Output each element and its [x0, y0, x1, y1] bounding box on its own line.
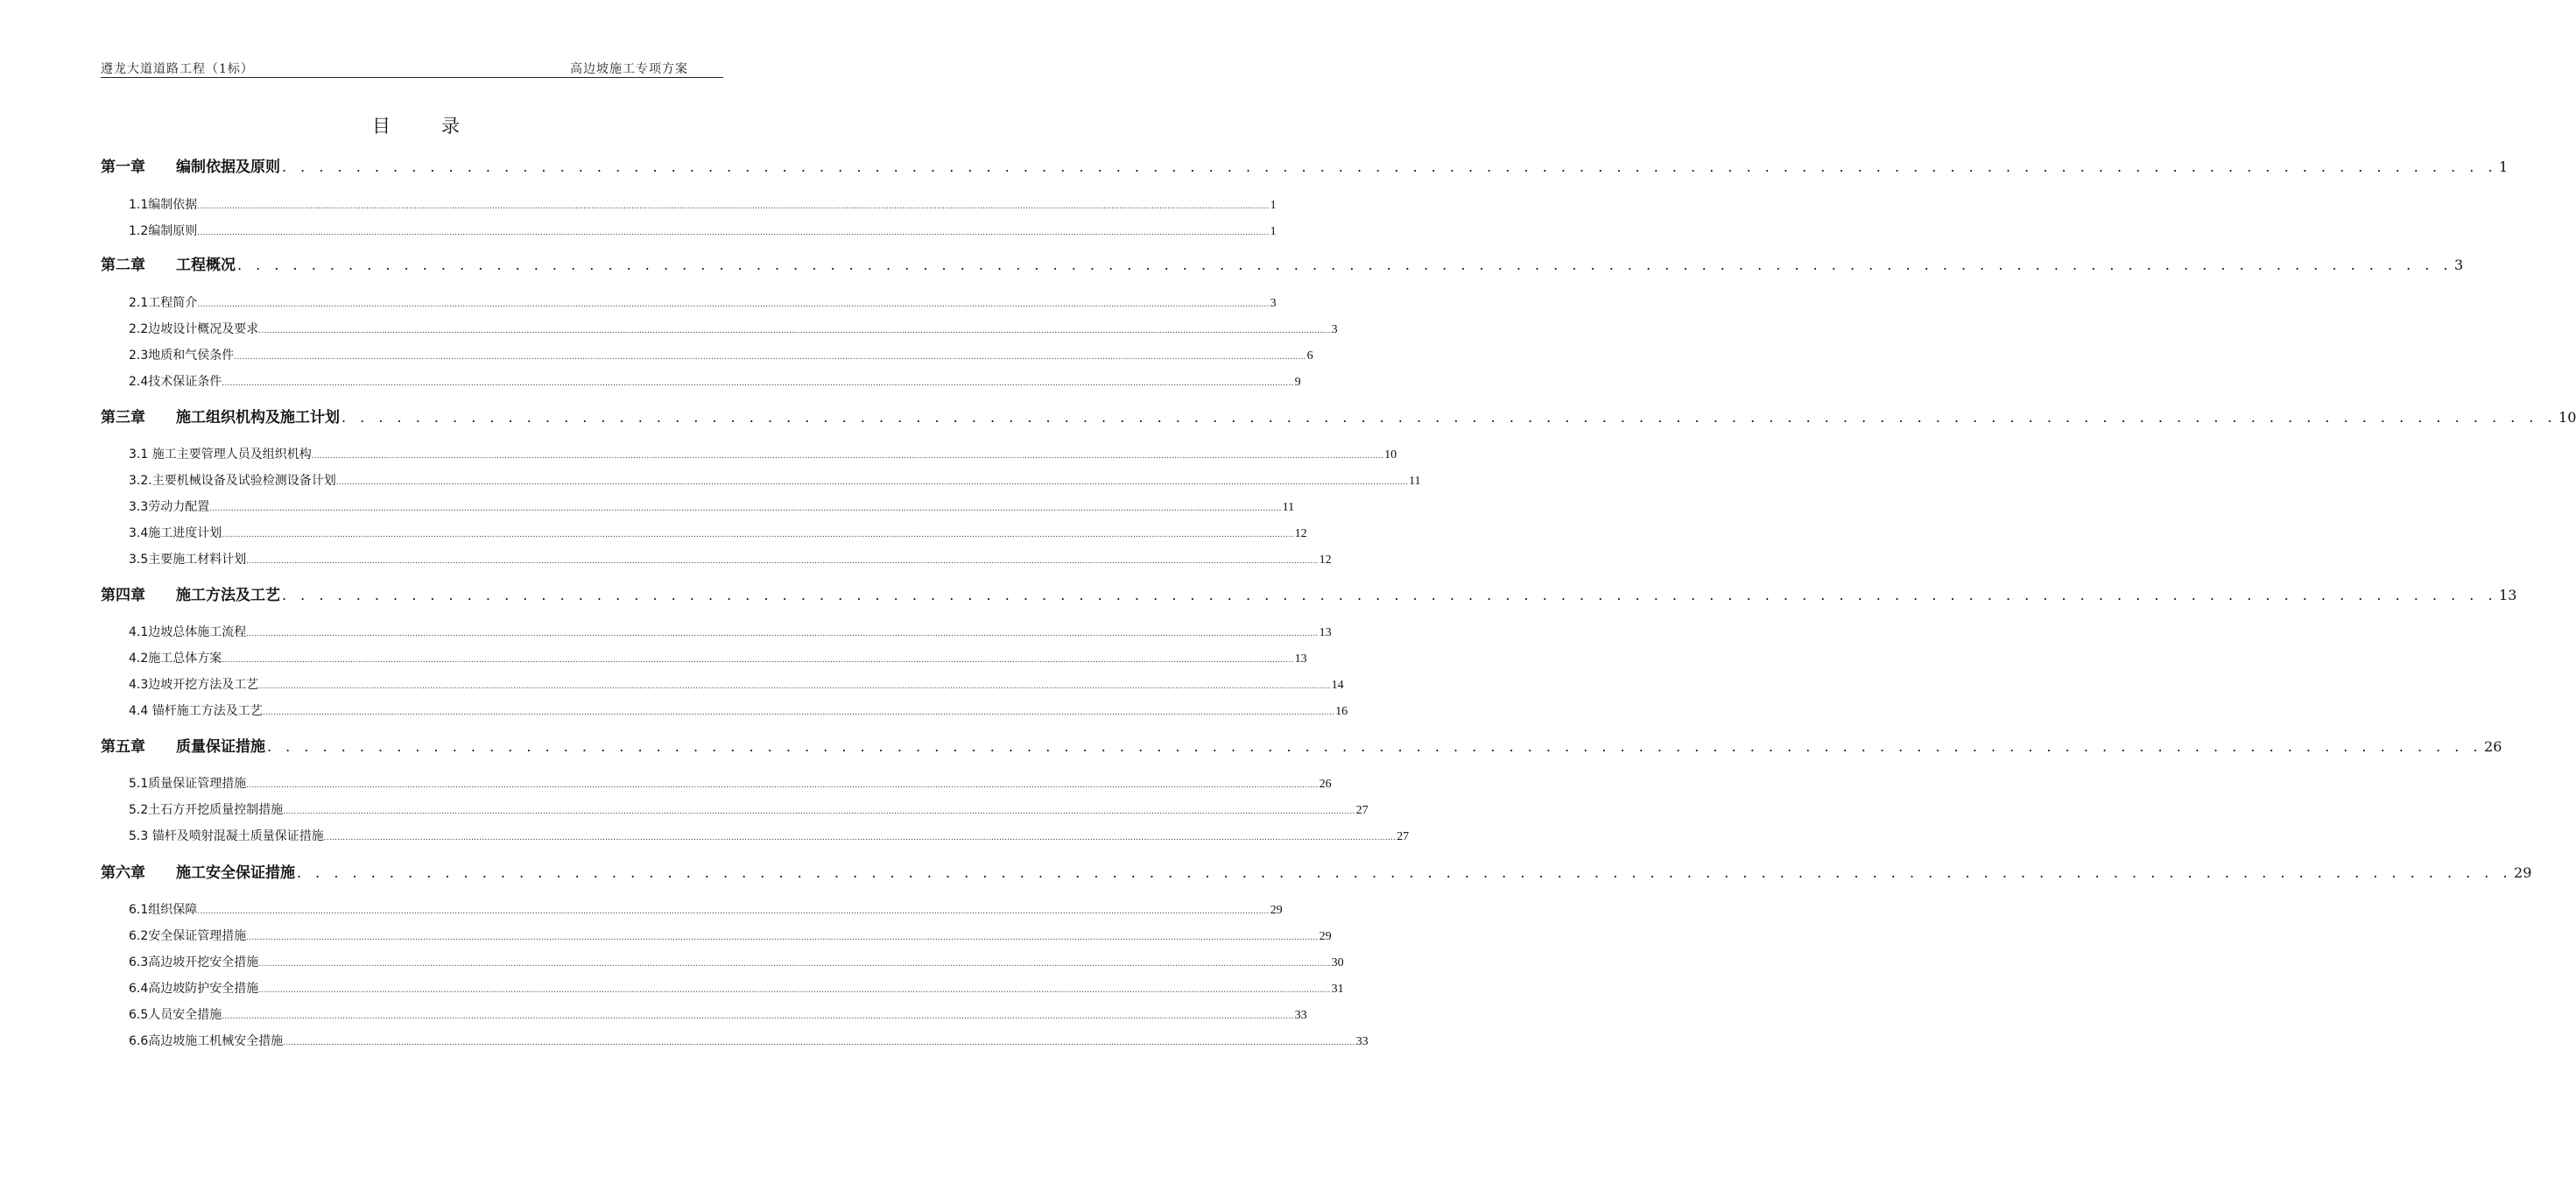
toc-section-label: 6.1组织保障	[129, 903, 198, 917]
toc-section-entry[interactable]	[129, 1005, 1307, 1023]
toc-page-number: 16	[1335, 705, 1348, 718]
toc-chapter-title: 施工组织机构及施工计划	[176, 409, 340, 426]
toc-dot-leader: . . . . . . . . . . . . . . . . . . . . . . . . . . . . . . . . . . . . . . . . . . . . . . . . . . . . . . . . . . . . . . . . . . . . . . . . . . . . . . . . . . . . . . . . . . . . . . . . . . . . . . . . . . . . . . . . . . . . . . . .	[297, 864, 2513, 881]
toc-chapter-title: 编制依据及原则	[176, 159, 280, 176]
toc-section-label: 1.2编制原则	[129, 224, 198, 238]
toc-dot-leader: . . . . . . . . . . . . . . . . . . . . . . . . . . . . . . . . . . . . . . . . . . . . . . . . . . . . . . . . . . . . . . . . . . . . . . . . . . . . . . . . . . . . . . . . . . . . . . . . . . . . . . . . . . . . . . . . . . . . . . . .	[267, 738, 2483, 755]
toc-section-entry[interactable]	[129, 701, 1348, 719]
toc-section-entry[interactable]	[129, 953, 1344, 970]
toc-section-entry[interactable]	[129, 471, 1421, 489]
toc-chapter-entry[interactable]	[101, 252, 2464, 274]
toc-page-number: 11	[1282, 501, 1295, 514]
toc-page-number: 10	[2558, 409, 2576, 426]
toc-page-number: 3	[1270, 297, 1277, 310]
toc-page-number: 33	[1294, 1009, 1307, 1022]
toc-section-entry[interactable]	[129, 800, 1369, 818]
toc-section-entry[interactable]	[129, 346, 1313, 363]
toc-section-entry[interactable]	[129, 524, 1307, 541]
toc-dot-leader: ................................................................................................................................................................................................................................................................................................................................................................................................................	[258, 986, 1331, 995]
toc-chapter-title: 质量保证措施	[176, 738, 265, 756]
toc-page-number: 1	[1270, 199, 1277, 212]
toc-chapter-number: 第六章	[101, 864, 145, 882]
toc-page-number: 26	[1319, 778, 1332, 791]
toc-page-number: 3	[2454, 257, 2464, 273]
toc-chapter-number: 第五章	[101, 738, 145, 756]
toc-dot-leader: ................................................................................................................................................................................................................................................................................................................................................................................................................	[283, 807, 1355, 816]
toc-dot-leader: . . . . . . . . . . . . . . . . . . . . . . . . . . . . . . . . . . . . . . . . . . . . . . . . . . . . . . . . . . . . . . . . . . . . . . . . . . . . . . . . . . . . . . . . . . . . . . . . . . . . . . . . . . . . . . . . . . . . . . . .	[282, 159, 2498, 175]
toc-chapter-title: 施工安全保证措施	[176, 864, 295, 882]
toc-chapter-entry[interactable]	[101, 154, 2509, 176]
toc-chapter-heading	[101, 582, 280, 604]
toc-dot-leader: ................................................................................................................................................................................................................................................................................................................................................................................................................	[222, 531, 1294, 539]
toc-dot-leader: ................................................................................................................................................................................................................................................................................................................................................................................................................	[258, 327, 1331, 335]
toc-chapter-heading	[101, 860, 295, 882]
toc-page-number: 27	[1397, 830, 1410, 843]
toc-dot-leader: ................................................................................................................................................................................................................................................................................................................................................................................................................	[311, 452, 1384, 461]
toc-page-number: 1	[2499, 159, 2509, 175]
toc-section-label: 2.1工程简介	[129, 296, 198, 310]
toc-page-number: 14	[1331, 679, 1344, 692]
toc-page-number: 29	[1270, 904, 1283, 917]
toc-dot-leader: . . . . . . . . . . . . . . . . . . . . . . . . . . . . . . . . . . . . . . . . . . . . . . . . . . . . . . . . . . . . . . . . . . . . . . . . . . . . . . . . . . . . . . . . . . . . . . . . . . . . . . . . . . . . . . . . . . . . . . . .	[341, 409, 2558, 426]
toc-dot-leader: ................................................................................................................................................................................................................................................................................................................................................................................................................	[197, 300, 1270, 309]
toc-section-entry[interactable]	[129, 195, 1277, 213]
toc-page-number: 9	[1294, 376, 1301, 389]
toc-page-number: 1	[1270, 225, 1277, 238]
toc-section-label: 6.2安全保证管理措施	[129, 929, 247, 943]
toc-dot-leader: ................................................................................................................................................................................................................................................................................................................................................................................................................	[258, 960, 1331, 969]
toc-section-label: 4.3边坡开挖方法及工艺	[129, 678, 259, 692]
toc-dot-leader: ................................................................................................................................................................................................................................................................................................................................................................................................................	[246, 781, 1319, 790]
toc-dot-leader: ................................................................................................................................................................................................................................................................................................................................................................................................................	[234, 353, 1306, 362]
toc-dot-leader: . . . . . . . . . . . . . . . . . . . . . . . . . . . . . . . . . . . . . . . . . . . . . . . . . . . . . . . . . . . . . . . . . . . . . . . . . . . . . . . . . . . . . . . . . . . . . . . . . . . . . . . . . . . . . . . . . . . . . . . .	[237, 257, 2453, 273]
toc-section-entry[interactable]	[129, 445, 1397, 462]
header-document-name: 高边坡施工专项方案	[570, 62, 688, 76]
toc-section-label: 4.1边坡总体施工流程	[129, 625, 247, 639]
toc-section-entry[interactable]	[129, 827, 1410, 844]
header-project-name: 遵龙大道道路工程（1标）	[101, 62, 254, 76]
toc-chapter-title: 工程概况	[176, 257, 236, 274]
toc-section-label: 4.2施工总体方案	[129, 652, 222, 666]
toc-section-label: 6.3高边坡开挖安全措施	[129, 955, 259, 969]
toc-dot-leader: ................................................................................................................................................................................................................................................................................................................................................................................................................	[246, 934, 1319, 942]
toc-section-entry[interactable]	[129, 774, 1332, 792]
toc-section-entry[interactable]	[129, 372, 1301, 390]
toc-dot-leader: ................................................................................................................................................................................................................................................................................................................................................................................................................	[262, 708, 1335, 717]
toc-section-label: 4.4 锚杆施工方法及工艺	[129, 704, 263, 718]
toc-page-number: 29	[1319, 930, 1332, 943]
toc-chapter-heading	[101, 252, 236, 274]
toc-page-number: 12	[1319, 553, 1332, 567]
toc-section-label: 5.1质量保证管理措施	[129, 777, 247, 791]
toc-page-number: 27	[1355, 804, 1369, 817]
toc-page-number: 30	[1331, 956, 1344, 969]
toc-chapter-heading	[101, 154, 280, 176]
toc-section-entry[interactable]	[129, 550, 1332, 567]
toc-section-label: 2.2边坡设计概况及要求	[129, 322, 259, 336]
toc-dot-leader: ................................................................................................................................................................................................................................................................................................................................................................................................................	[335, 478, 1409, 487]
toc-section-label: 3.4施工进度计划	[129, 526, 222, 540]
toc-title: 目录	[372, 116, 510, 137]
toc-chapter-title: 施工方法及工艺	[176, 587, 280, 604]
toc-dot-leader: ................................................................................................................................................................................................................................................................................................................................................................................................................	[258, 682, 1331, 691]
toc-section-entry[interactable]	[129, 900, 1283, 918]
toc-section-label: 3.3劳动力配置	[129, 500, 210, 514]
toc-page-number: 6	[1306, 349, 1313, 363]
toc-page-number: 13	[1319, 626, 1332, 639]
toc-chapter-number: 第三章	[101, 409, 145, 426]
toc-chapter-number: 第一章	[101, 159, 145, 176]
toc-chapter-heading	[101, 405, 340, 426]
toc-dot-leader: ................................................................................................................................................................................................................................................................................................................................................................................................................	[197, 907, 1270, 916]
toc-chapter-number: 第二章	[101, 257, 145, 274]
toc-dot-leader: ................................................................................................................................................................................................................................................................................................................................................................................................................	[283, 1039, 1355, 1047]
toc-page-number: 3	[1331, 323, 1338, 336]
toc-dot-leader: ................................................................................................................................................................................................................................................................................................................................................................................................................	[222, 1012, 1294, 1021]
toc-page-number: 11	[1409, 475, 1421, 488]
toc-section-label: 6.6高边坡施工机械安全措施	[129, 1034, 284, 1048]
toc-section-entry[interactable]	[129, 927, 1332, 944]
toc-dot-leader: ................................................................................................................................................................................................................................................................................................................................................................................................................	[209, 504, 1282, 513]
toc-section-label: 5.3 锚杆及喷射混凝土质量保证措施	[129, 829, 324, 843]
toc-dot-leader: ................................................................................................................................................................................................................................................................................................................................................................................................................	[222, 656, 1294, 665]
toc-chapter-heading	[101, 734, 265, 756]
toc-section-entry[interactable]	[129, 222, 1277, 239]
toc-page-number: 33	[1355, 1035, 1369, 1048]
toc-dot-leader: ................................................................................................................................................................................................................................................................................................................................................................................................................	[197, 202, 1270, 211]
toc-dot-leader: . . . . . . . . . . . . . . . . . . . . . . . . . . . . . . . . . . . . . . . . . . . . . . . . . . . . . . . . . . . . . . . . . . . . . . . . . . . . . . . . . . . . . . . . . . . . . . . . . . . . . . . . . . . . . . . . . . . . . . . .	[282, 587, 2498, 603]
toc-section-entry[interactable]	[129, 649, 1307, 666]
toc-page-number: 29	[2514, 864, 2532, 881]
toc-section-entry[interactable]	[129, 1032, 1369, 1049]
toc-section-entry[interactable]	[129, 497, 1295, 515]
toc-section-label: 1.1编制依据	[129, 198, 198, 212]
toc-chapter-entry[interactable]	[101, 734, 2502, 756]
toc-section-entry[interactable]	[129, 675, 1344, 693]
toc-page-number: 31	[1331, 983, 1344, 996]
toc-section-entry[interactable]	[129, 623, 1332, 640]
toc-section-label: 3.1 施工主要管理人员及组织机构	[129, 448, 312, 462]
toc-section-label: 2.4技术保证条件	[129, 375, 222, 389]
toc-dot-leader: ................................................................................................................................................................................................................................................................................................................................................................................................................	[246, 557, 1319, 566]
toc-section-label: 5.2土石方开挖质量控制措施	[129, 803, 284, 817]
toc-section-label: 6.4高边坡防护安全措施	[129, 982, 259, 996]
toc-section-label: 6.5人员安全措施	[129, 1008, 222, 1022]
toc-page-number: 12	[1294, 527, 1307, 540]
toc-section-label: 2.3地质和气侯条件	[129, 349, 235, 363]
toc-dot-leader: ................................................................................................................................................................................................................................................................................................................................................................................................................	[222, 379, 1294, 388]
toc-chapter-entry[interactable]	[101, 582, 2517, 604]
toc-section-entry[interactable]	[129, 979, 1344, 997]
toc-section-entry[interactable]	[129, 320, 1338, 337]
toc-page-number: 13	[1294, 652, 1307, 666]
toc-dot-leader: ................................................................................................................................................................................................................................................................................................................................................................................................................	[197, 229, 1270, 237]
toc-chapter-entry[interactable]	[101, 405, 2576, 426]
toc-dot-leader: ................................................................................................................................................................................................................................................................................................................................................................................................................	[323, 834, 1397, 842]
toc-chapter-entry[interactable]	[101, 860, 2532, 882]
toc-section-label: 3.5主要施工材料计划	[129, 553, 247, 567]
toc-section-entry[interactable]	[129, 293, 1277, 311]
toc-dot-leader: ................................................................................................................................................................................................................................................................................................................................................................................................................	[246, 630, 1319, 638]
toc-page-number: 10	[1384, 448, 1397, 462]
toc-section-label: 3.2.主要机械设备及试验检测设备计划	[129, 474, 336, 488]
toc-chapter-number: 第四章	[101, 587, 145, 604]
toc-page-number: 13	[2499, 587, 2517, 603]
toc-page-number: 26	[2484, 738, 2502, 755]
